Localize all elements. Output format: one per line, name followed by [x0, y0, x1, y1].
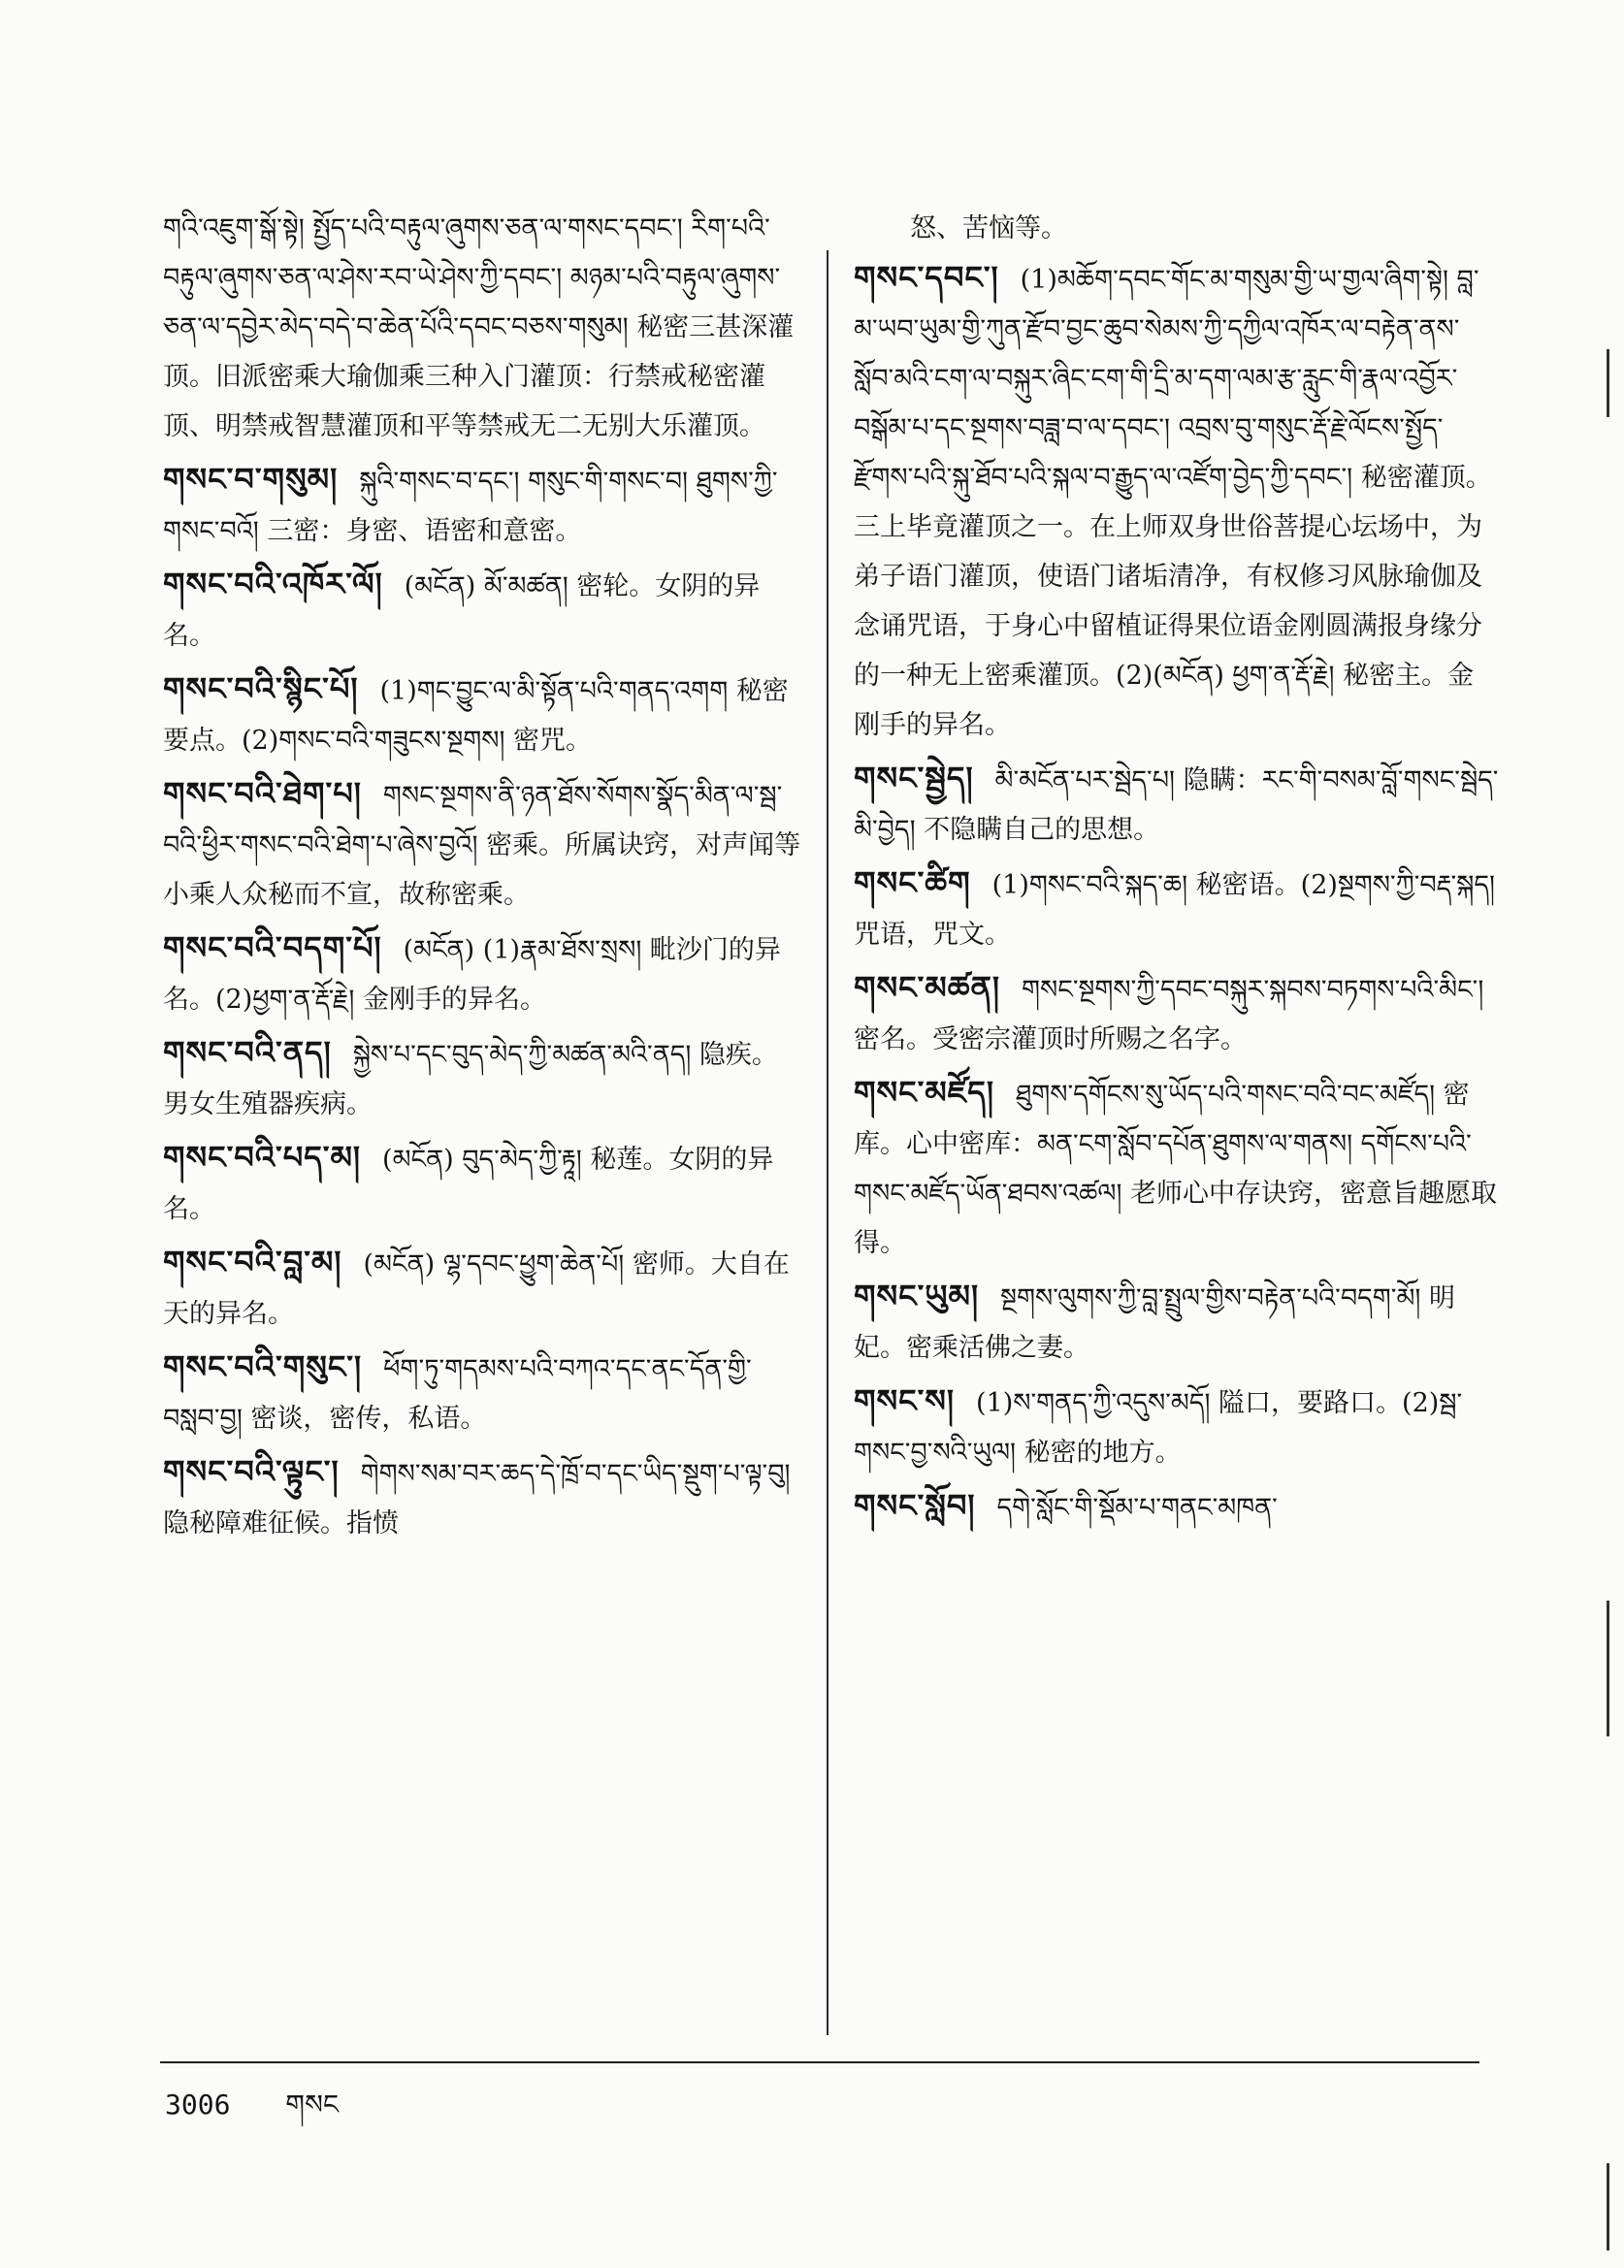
entry-headword: གསང་བའི་སྙིང་པོ། [163, 670, 359, 707]
entry-headword: གསང་བའི་བླ་མ། [163, 1244, 342, 1280]
dictionary-entry [163, 204, 803, 451]
entry-definition: གསང་སྔགས་ཀྱི་དབང་བསྐུར་སྐབས་བཏགས་པའི་མིང་། 密名。受密宗灌顶时所赐之名字。 [854, 975, 1484, 1054]
page-footer [165, 2074, 339, 2151]
scan-edge-mark [1607, 2163, 1609, 2251]
dictionary-entry [163, 1447, 803, 1548]
entry-headword: གསང་ཚིག [854, 864, 971, 901]
column-divider [827, 250, 828, 2035]
scan-edge-mark [1607, 1601, 1609, 1736]
dictionary-entry [163, 1133, 803, 1234]
dictionary-entry [163, 1343, 803, 1443]
dictionary-entry [163, 1028, 803, 1129]
entry-definition: ཐུགས་དགོངས་སུ་ཡོད་པའི་གསང་བའི་བང་མཛོད། 密库。心中密库：མན་ངག་སློབ་དཔོན་ཐུགས་ལ་གནས། དགོངས་པའི་གསང་མཛོད་ཡོན་ཐབས་འཚལ། 老师心中存诀窍，密意旨趣愿取得。 [854, 1080, 1498, 1258]
dictionary-entry [854, 1377, 1499, 1477]
entry-headword: གསང་ས། [854, 1382, 956, 1419]
entry-definition: སྐུའི་གསང་བ་དང་། གསུང་གི་གསང་བ། ཐུགས་ཀྱི་གསང་བའོ། 三密：身密、语密和意密。 [163, 467, 778, 546]
dictionary-entry [854, 963, 1499, 1064]
entry-headword: གསང་བའི་བདག་པོ། [163, 929, 382, 966]
entry-definition: (མངོན) ལྷ་དབང་ཕྱུག་ཆེན་པོ། 密师。大自在天的异名。 [163, 1249, 790, 1329]
entry-definition: གསང་སྔགས་ནི་ཉན་ཐོས་སོགས་སྣོད་མིན་ལ་སྦ་བའི་ཕྱིར་གསང་བའི་ཐེག་པ་ཞེས་བྱའོ། 密乘。所属诀窍，对声闻等小乘人众秘而不宣，故称密乘。 [163, 781, 801, 910]
entry-definition: (མངོན) བུད་མེད་ཀྱི་རྟཱ། 秘莲。女阴的异名。 [163, 1145, 774, 1224]
dictionary-entry [854, 1068, 1499, 1268]
dictionary-entry [163, 664, 803, 765]
entry-headword: གསང་ཡུམ། [854, 1278, 980, 1314]
entry-definition: སྔགས་ལུགས་ཀྱི་བླ་སྤྲུལ་གྱིས་བརྟེན་པའི་བདག་མོ། 明妃。密乘活佛之妻。 [854, 1283, 1455, 1363]
entry-headword: གསང་མཚན། [854, 969, 1001, 1006]
entry-definition: དགེ་སློང་གི་སྡོམ་པ་གནང་མཁན་ [996, 1493, 1278, 1523]
entry-definition: སྐྱེས་པ་དང་བུད་མེད་ཀྱི་མཚན་མའི་ནད། 隐疾。男女生殖器疾病。 [163, 1040, 778, 1119]
entry-headword: གསང་སྦྱེད། [854, 760, 974, 796]
entry-headword: གསང་མཛོད། [854, 1074, 994, 1111]
entry-headword: གསང་བའི་ནད། [163, 1034, 332, 1071]
dictionary-entry [163, 923, 803, 1024]
entry-definition: གེགས་སམ་བར་ཆད་དེ་ཁྲོ་བ་དང་ཡིད་སྡུག་པ་ལྟ་བུ། 隐秘障难征候。指愤 [163, 1459, 791, 1539]
entry-definition: མི་མངོན་པར་སྦེད་པ། 隐瞒：རང་གི་བསམ་བློ་གསང་སྦེད་མི་བྱེད། 不隐瞒自己的思想。 [854, 765, 1499, 845]
entry-headword: གསང་སློབ། [854, 1487, 976, 1524]
dictionary-entry [163, 455, 803, 556]
dictionary-entry [163, 769, 803, 920]
dictionary-entry [163, 560, 803, 661]
entry-definition: ཕོག་ཏུ་གདམས་པའི་བཀའ་དང་ནང་དོན་གྱི་བསླབ་བྱ། 密谈，密传，私语。 [163, 1354, 752, 1434]
scan-edge-mark [1607, 349, 1609, 417]
dictionary-entry [854, 754, 1499, 855]
dictionary-entry [854, 1272, 1499, 1373]
entry-definition: (1)ས་གནད་ཀྱི་འདུས་མདོ། 隘口，要路口。(2)སྦ་གསང་བྱ་སའི་ཡུལ། 秘密的地方。 [854, 1388, 1463, 1468]
dictionary-entry [854, 859, 1499, 959]
entry-definition: (1)གང་བྱུང་ལ་མི་སྟོན་པའི་གནད་འགག 秘密要点。(2)གསང་བའི་གཟུངས་སྔགས། 密咒。 [163, 676, 789, 756]
entry-definition: (མངོན) (1)རྣམ་ཐོས་སྲས། 毗沙门的异名。(2)ཕྱག་ན་རྡོ་རྗེ། 金刚手的异名。 [163, 935, 781, 1015]
right-column [854, 204, 1499, 2032]
entry-headword: གསང་བའི་ལྟུང་། [163, 1453, 340, 1490]
entry-definition: གའི་འཇུག་སྒོ་སྟེ། སྤྱོད་པའི་བརྟུལ་ཞུགས་ཅན་ལ་གསང་དབང་། རིག་པའི་བརྟུལ་ཞུགས་ཅན་ལ་ཤེས་རབ་ཡེ་ཤེས་ཀྱི་དབང་། མཉམ་པའི་བརྟུལ་ཞུགས་ཅན་ལ་དབྱེར་མེད་བདེ་བ་ཆེན་པོའི་དབང་བཅས་གསུམ། 秘密三甚深灌顶。旧派密乘大瑜伽乘三种入门灌顶：行禁戒秘密灌顶、明禁戒智慧灌顶和平等禁戒无二无别大乐灌顶。 [163, 213, 795, 441]
continuation-text: 怒、苦恼等。 [910, 213, 1067, 243]
entry-definition: (མངོན) མོ་མཚན། 密轮。女阴的异名。 [163, 571, 761, 651]
page-number: 3006 [165, 2089, 231, 2121]
left-column [163, 204, 803, 2032]
dictionary-entry [854, 1481, 1499, 1533]
entry-headword: གསང་བའི་པད་མ། [163, 1139, 362, 1176]
entry-headword: གསང་བའི་འཁོར་ལོ། [163, 566, 383, 602]
entry-headword: གསང་དབང་། [854, 259, 999, 296]
dictionary-entry [163, 1238, 803, 1339]
entry-definition: (1)གསང་བའི་སྐད་ཆ། 秘密语。(2)སྔགས་ཀྱི་བརྡ་སྐད། 咒语，咒文。 [854, 870, 1496, 950]
dictionary-entry [854, 253, 1499, 750]
entry-headword: གསང་བའི་ཐེག་པ། [163, 775, 362, 812]
entry-headword: གསང་བའི་གསུང་། [163, 1348, 363, 1385]
footer-rule [160, 2061, 1479, 2063]
entry-headword: གསང་བ་གསུམ། [163, 461, 339, 498]
running-head: གསང [285, 2089, 340, 2121]
entry-definition: (1)མཆོག་དབང་གོང་མ་གསུམ་གྱི་ཡ་གྱལ་ཞིག་སྟེ། བླ་མ་ཡབ་ཡུམ་གྱི་ཀུན་རྫོབ་བྱང་ཆུབ་སེམས་ཀྱི་དཀྱིལ་འཁོར་ལ་བརྟེན་ནས་སློབ་མའི་ངག་ལ་བསྐུར་ཞིང་ངག་གི་དྲི་མ་དག་ལམ་རྩ་རླུང་གི་རྣལ་འབྱོར་བསྒོམ་པ་དང་སྔགས་བཟླ་བ་ལ་དབང་། འབྲས་བུ་གསུང་རྡོ་རྗེ་ལོངས་སྤྱོད་རྫོགས་པའི་སྐུ་ཐོབ་པའི་སྐལ་བ་རྒྱུད་ལ་འཛོག་བྱེད་ཀྱི་དབང་། 秘密灌顶。三上毕竟灌顶之一。在上师双身世俗菩提心坛场中，为弟子语门灌顶，使语门诸垢清净，有权修习风脉瑜伽及念诵咒语，于身心中留植证得果位语金刚圆满报身缘分的一种无上密乘灌顶。(2)(མངོན) ཕྱག་ན་རྡོ་རྗེ། 秘密主。金刚手的异名。 [854, 265, 1492, 740]
